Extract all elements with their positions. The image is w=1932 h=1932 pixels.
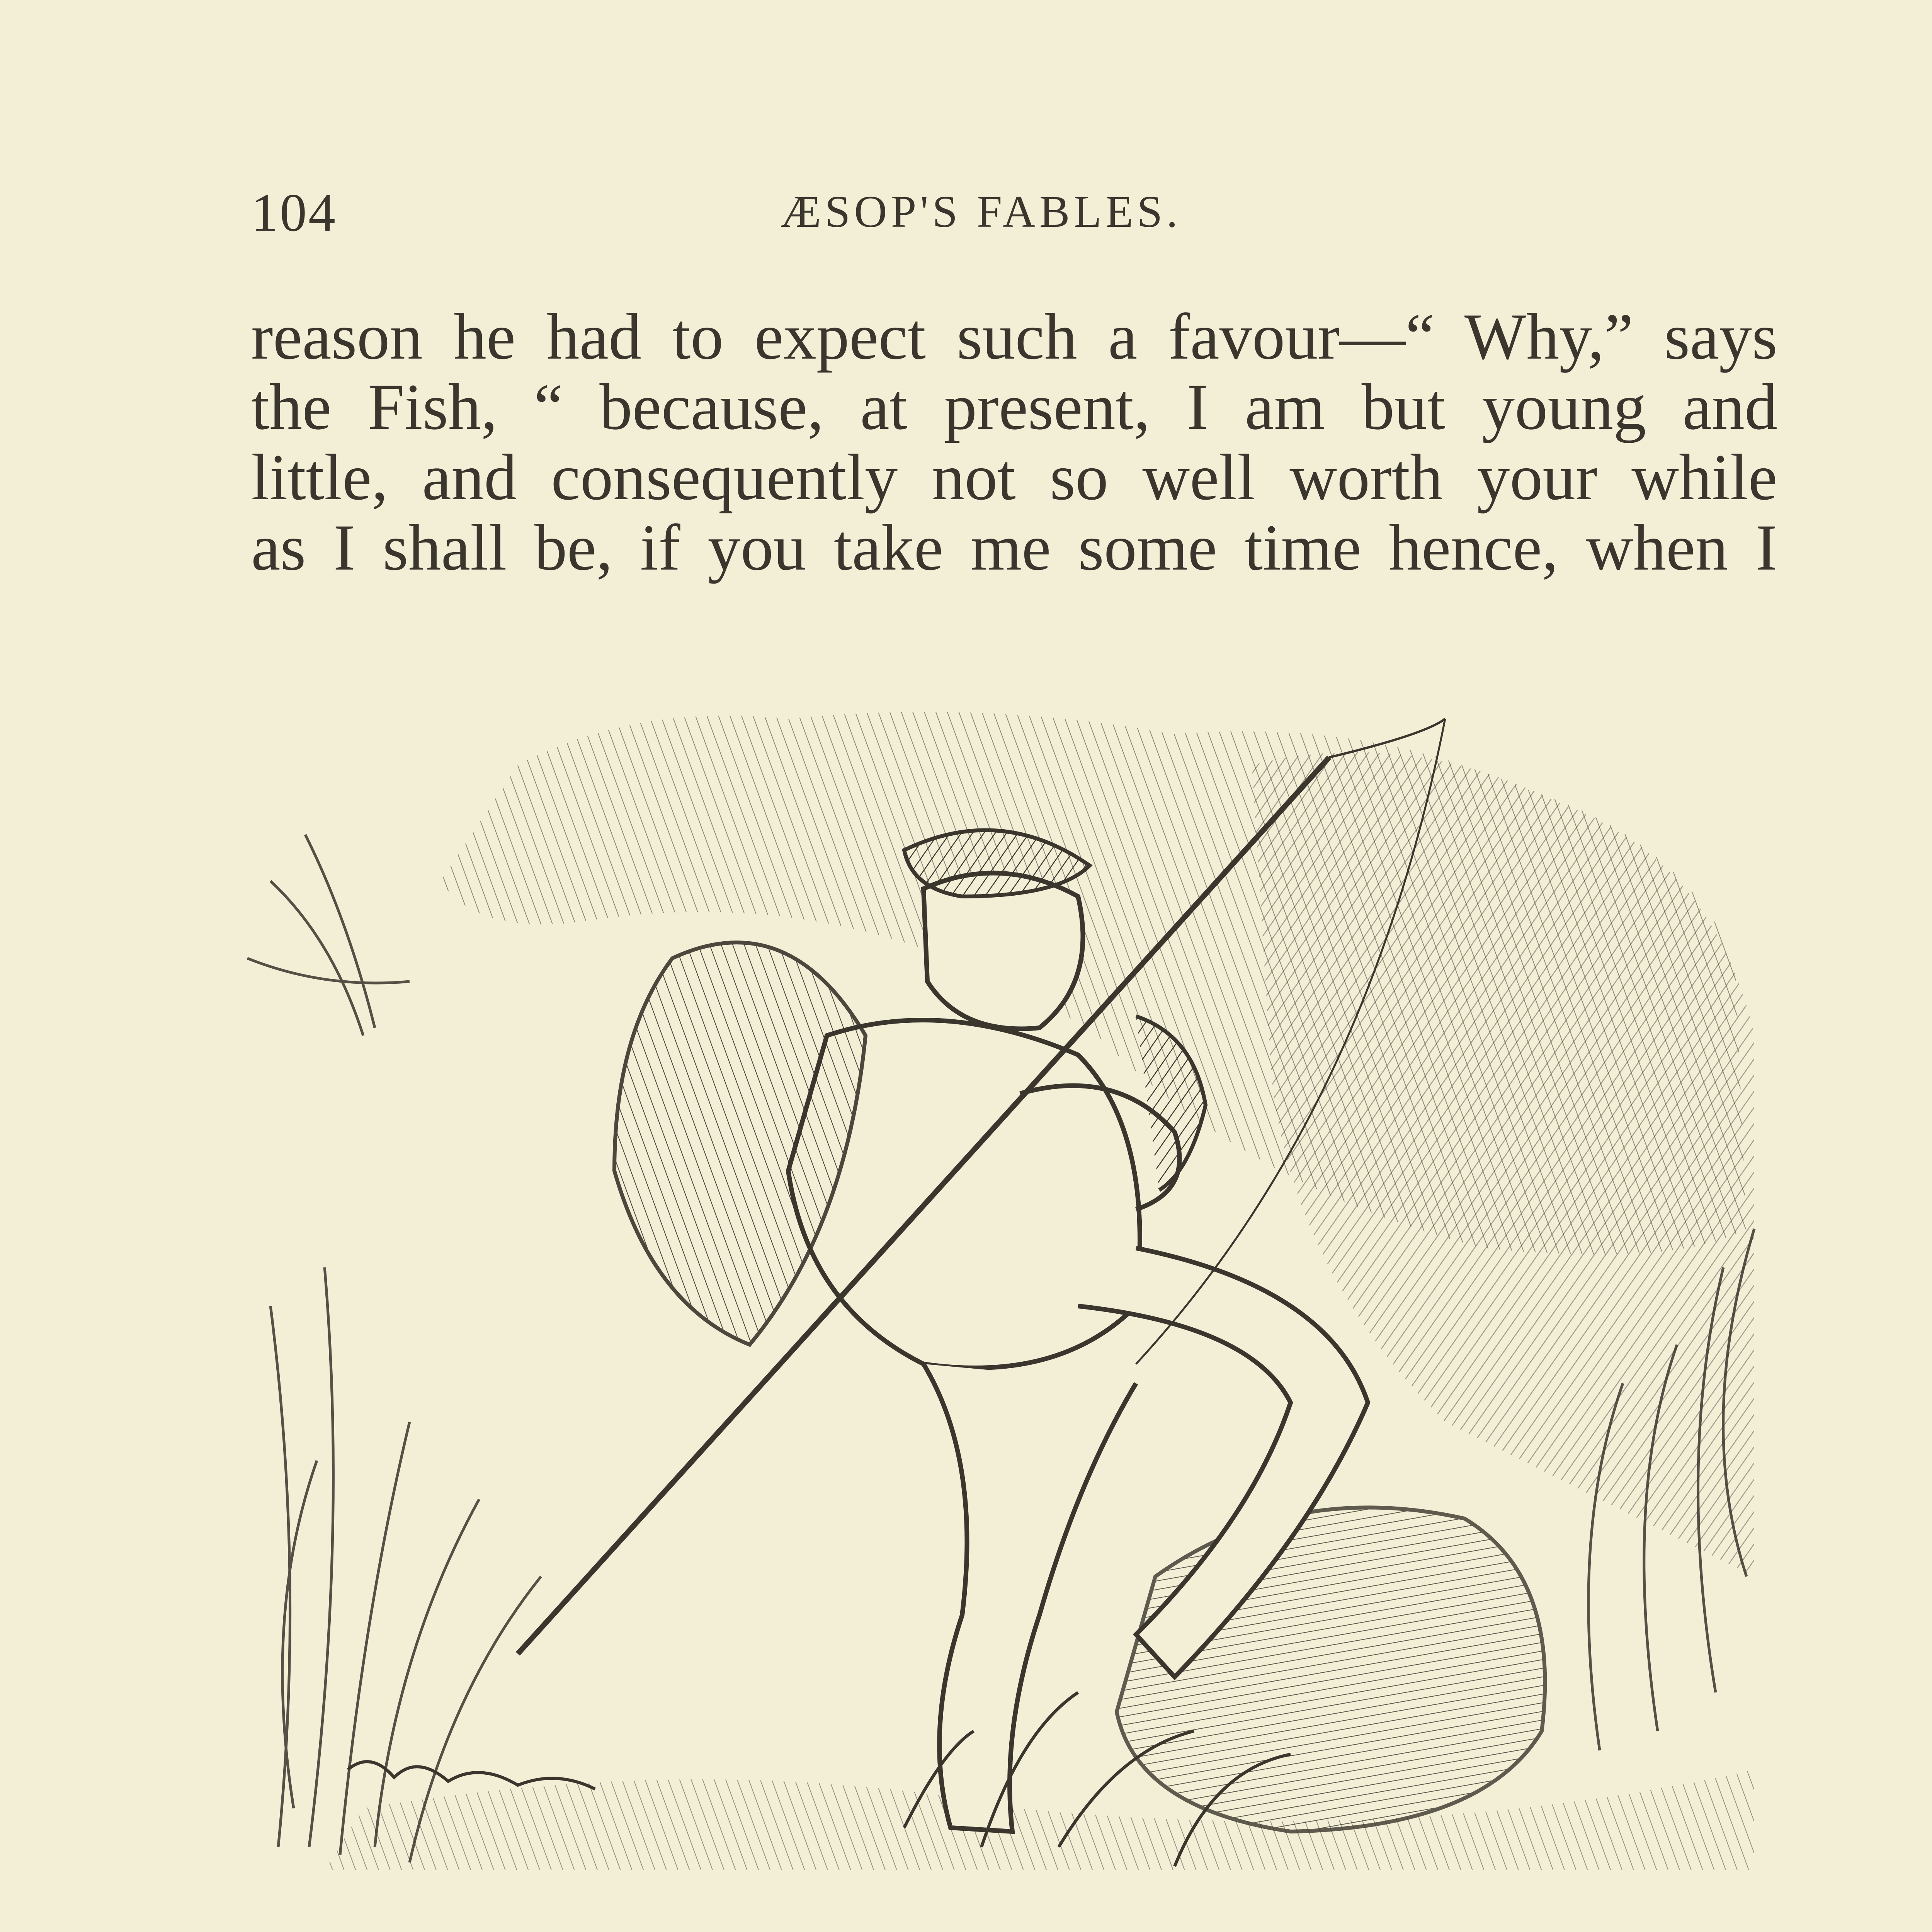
text-line: the Fish, “ because, at present, I am but young and	[251, 371, 1777, 443]
text-line: little, and consequently not so well worth your while	[251, 441, 1777, 514]
text-line: as I shall be, if you take me some time hence, when I	[251, 511, 1777, 584]
fisherman-engraving	[247, 688, 1770, 1870]
page-number: 104	[251, 183, 337, 243]
running-title: ÆSOP'S FABLES.	[781, 186, 1182, 237]
text-line: reason he had to expect such a favour—“ Why,” says	[251, 300, 1777, 373]
engraving-illustration	[247, 688, 1770, 1870]
body-text-top	[251, 301, 1777, 583]
